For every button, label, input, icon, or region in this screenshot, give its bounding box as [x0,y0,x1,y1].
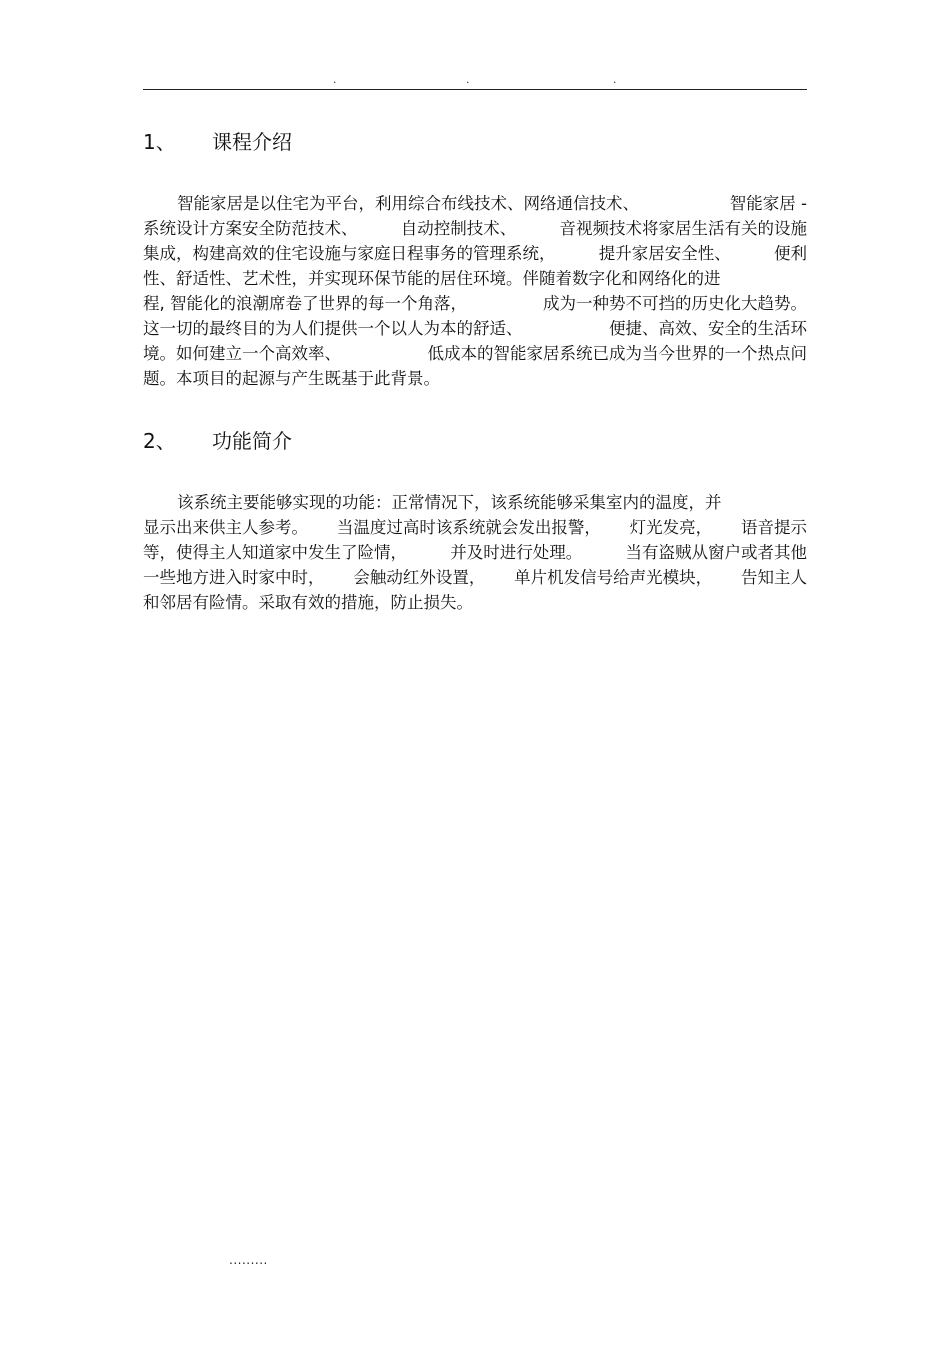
section-title: 课程介绍 [212,130,292,154]
paragraph-line [143,540,807,565]
text-segment: 等，使得主人知道家中发生了险情， [143,543,407,562]
text-segment: 灯光发亮， [629,518,713,537]
text-segment: 自动控制技术、 [400,219,517,238]
paragraph-line [143,590,807,615]
text-segment: 程, 智能化的浪潮席卷了世界的每一个角落， [143,294,467,313]
text-segment: 成为一种势不可挡的历史化大趋势。 [543,294,807,313]
text-segment: 该系统主要能够实现的功能：正常情况下，该系统能够采集室内的温度，并 [177,493,722,512]
paragraph-line [143,490,807,515]
paragraph-line [143,565,807,590]
header-dot: . [333,73,337,86]
paragraph-line [143,366,807,391]
text-segment: 智能家居是以住宅为平台，利用综合布线技术、网络通信技术、 [177,194,639,213]
text-segment: 便利 [774,244,807,263]
text-segment: 这一切的最终目的为人们提供一个以人为本的舒适、 [143,319,523,338]
text-segment: 性、舒适性、艺术性，并实现环保节能的居住环境。伴随着数字化和网络化的进 [143,269,721,288]
text-segment: 境。如何建立一个高效率、 [143,344,341,363]
section-heading [143,129,292,155]
text-segment: 会触动红外设置， [353,568,486,587]
page-header-dots [0,73,950,87]
section-number: 2、 [143,429,176,453]
section-number: 1、 [143,130,176,154]
footer-dots: ......... [229,1253,268,1267]
paragraph-line [143,291,807,316]
text-segment: 一些地方进入时家中时， [143,568,325,587]
paragraph-line [143,216,807,241]
text-segment: 提升家居安全性、 [598,244,731,263]
text-segment: 低成本的智能家居系统已成为当今世界的一个热点问 [427,344,807,363]
text-segment: 和邻居有险情。采取有效的措施，防止损失。 [143,593,473,612]
text-segment: 告知主人 [740,568,807,587]
text-segment: 单片机发信号给声光模块， [514,568,713,587]
section-heading [143,428,292,454]
text-segment: 当有盗贼从窗户或者其他 [625,543,807,562]
section-title: 功能简介 [212,429,292,453]
text-segment: 系统设计方案安全防范技术、 [143,219,358,238]
text-segment: 并及时进行处理。 [450,543,583,562]
paragraph-line [143,191,807,216]
paragraph-line [143,341,807,366]
paragraph-line [143,316,807,341]
text-segment: 智能家居 - [729,194,807,213]
paragraph-line [143,515,807,540]
section-paragraph [143,191,807,391]
paragraph-line [143,266,807,291]
text-segment: 显示出来供主人参考。 [143,518,308,537]
text-segment: 当温度过高时该系统就会发出报警， [336,518,601,537]
header-dot: . [613,73,617,86]
text-segment: 集成，构建高效的住宅设施与家庭日程事务的管理系统， [143,244,556,263]
text-segment: 音视频技术将家居生活有关的设施 [559,219,807,238]
header-dot: . [466,73,470,86]
text-segment: 语音提示 [740,518,807,537]
section-paragraph [143,490,807,615]
text-segment: 题。本项目的起源与产生既基于此背景。 [143,369,440,388]
header-rule [143,89,807,90]
text-segment: 便捷、高效、安全的生活环 [609,319,807,338]
paragraph-line [143,241,807,266]
